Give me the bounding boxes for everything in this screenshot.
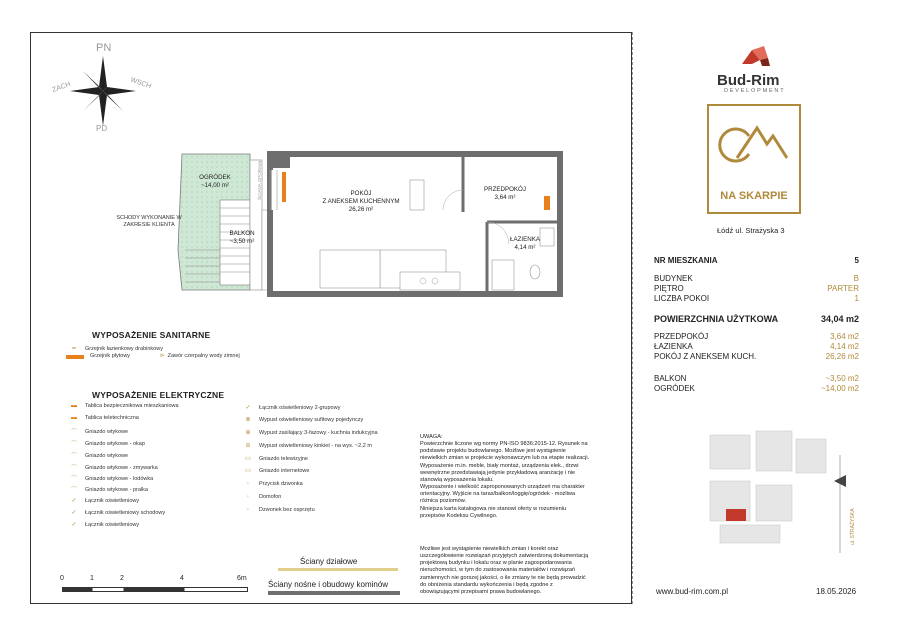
legend-partition: Ściany działowe: [300, 557, 358, 566]
legend-bearing: Ściany nośne i obudowy kominów: [268, 580, 389, 589]
compass-west: ZACH: [51, 80, 72, 95]
mountain-icon: [709, 106, 799, 176]
bearing-line-icon: [268, 591, 400, 595]
brand-logo-icon: [728, 44, 788, 70]
website[interactable]: www.bud-rim.com.pl: [656, 587, 729, 596]
street-label: ul. STRAŻYSKA: [850, 508, 856, 545]
outdoor-row: BALKON ~3,50 m2: [654, 374, 859, 383]
partition-line-icon: [278, 568, 398, 571]
floor-row: PIĘTRO PARTER: [654, 284, 859, 293]
compass-rose: [51, 42, 152, 136]
compass-east: WSCH: [129, 76, 152, 91]
breakdown-row: PRZEDPOKÓJ 3,64 m2: [654, 332, 859, 341]
retaining-wall-label: ŚCIANA OPORowa: [257, 160, 262, 200]
stairs-note: SCHODY WYKONANIE W ZAKRESIE KLIENTA: [116, 215, 182, 229]
room-garden: OGRÓDEK ~14,00 m²: [199, 174, 231, 189]
room-hallway: PRZEDPOKÓJ 3,64 m²: [484, 186, 526, 201]
project-logo: [707, 104, 801, 214]
breakdown-row: ŁAZIENKA 4,14 m2: [654, 342, 859, 351]
site-plan: [700, 425, 860, 555]
brand-name: Bud-Rim: [717, 72, 780, 89]
uwaga-note: UWAGA: Powierzchnie liczone wg normy PN-ISO 9836:2015-12. Rysunek na podstawie projektu budowlanego. Możliwe jest wystąpienie niewielkich zmian w projekcie wykonawczym lub na etapie realizacji. Wyposażenie m.in. meble, biały montaż, urządzenia elek., drzwi wewnętrzne przedstawiają jedynie przykładową aranżację i nie stanowią wyposażenia lokalu. Wyposażenie i wielkość zaproponowanych urządzeń ma charakter orientacyjny. Wyjście na taras/balkon/loggię/ogródek - możliwa różnica poziomów. Niniejsza karta katalogowa nie stanowi oferty w rozumieniu przepisów Kodeksu Cywilnego.: [420, 434, 590, 519]
room-bathroom: ŁAZIENKA 4,14 m²: [510, 236, 540, 251]
unit-number-row: NR MIESZKANIA 5: [654, 256, 859, 265]
building-row: BUDYNEK B: [654, 274, 859, 283]
address: Łódź ul. Strażyska 3: [717, 226, 785, 235]
breakdown-row: POKÓJ Z ANEKSEM KUCH. 26,26 m2: [654, 352, 859, 361]
brand-sub: DEVELOPMENT: [724, 88, 786, 94]
changes-note: Możliwe jest wystąpienie niewielkich zmian i korekt oraz uszczegółowienie rozwiązań przyjętych zatwierdzoną dokumentacją projektową budynku i lokalu oraz w planie zagospodarowania nieruchomości, w tym do zastosowania materiałów i rozwiązań zamiennych nie gorszej jakości, o ile zmiany te nie będą prowadzić do obniżenia standardu wykończenia i będą zgodne z obowiązującymi przepisami prawa budowlanego.: [420, 546, 589, 595]
room-living-kitchen: POKÓJ Z ANEKSEM KUCHENNYM 26,26 m²: [322, 190, 400, 213]
room-balcony: BALKON ~3,50 m²: [229, 230, 255, 245]
legend-panel-radiator: Grzejnik płytowy: [90, 353, 131, 359]
sanitary-title: WYPOSAŻENIE SANITARNE: [92, 330, 211, 340]
sheet-divider: [632, 32, 634, 604]
electrical-title: WYPOSAŻENIE ELEKTRYCZNE: [92, 390, 225, 400]
rooms-count-row: LICZBA POKOI 1: [654, 294, 859, 303]
valve-icon: ⊳: [160, 353, 165, 359]
usable-area-row: POWIERZCHNIA UŻYTKOWA 34,04 m2: [654, 314, 859, 324]
compass-south: PD: [96, 124, 108, 133]
legend-towel-radiator: ━ Grzejnik łazienkowy drabinkowy: [66, 345, 163, 352]
compass-icon: [58, 46, 148, 136]
site-plan-drawing: [700, 425, 860, 555]
towel-radiator-icon: ━: [72, 346, 76, 352]
floor-plan: [140, 150, 580, 310]
outdoor-row: OGRÓDEK ~14,00 m2: [654, 384, 859, 393]
legend-valve: ⊳ Zawór czerpalny wody zimnej: [160, 353, 240, 359]
compass-north: PN: [96, 42, 112, 54]
scale-bar: 0 1 2 4 6m: [60, 575, 250, 605]
panel-radiator-icon: [66, 355, 84, 359]
project-name: NA SKARPIE: [720, 190, 788, 202]
date: 18.05.2026: [816, 587, 857, 596]
